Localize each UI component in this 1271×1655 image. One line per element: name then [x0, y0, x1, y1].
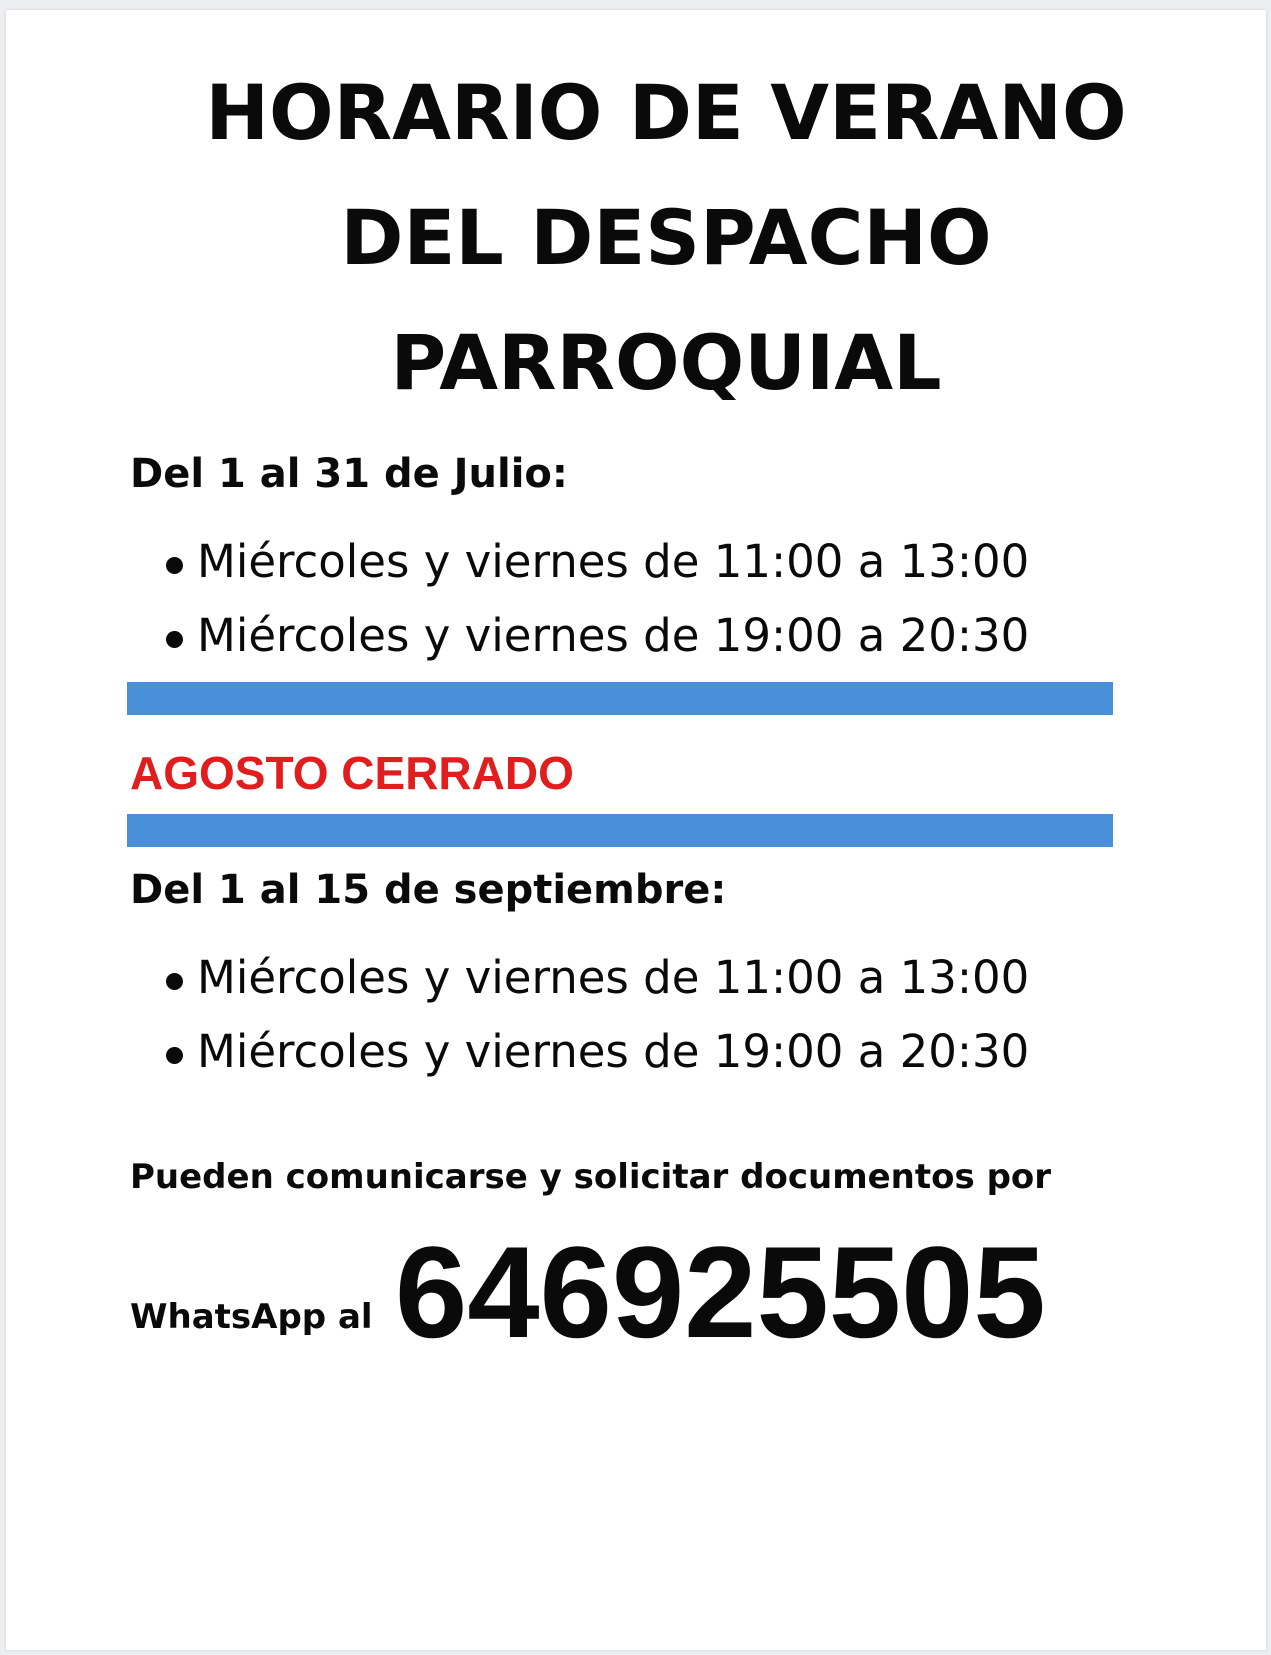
phone-number: 646925505	[395, 1219, 1046, 1365]
schedule-text: Miércoles y viernes de 19:00 a 20:30	[197, 609, 1030, 662]
divider-bottom	[127, 814, 1113, 847]
divider-top	[127, 682, 1113, 715]
title-line-2: DEL DESPACHO	[340, 193, 992, 282]
title-line-3: PARROQUIAL	[390, 318, 942, 407]
schedule-text: Miércoles y viernes de 11:00 a 13:00	[197, 951, 1030, 1004]
page-title	[6, 50, 1271, 425]
contact-text: Pueden comunicarse y solicitar documentos por	[130, 1157, 1052, 1197]
august-closed-notice: AGOSTO CERRADO	[130, 747, 574, 799]
bullet-icon	[166, 557, 183, 574]
bullet-icon	[166, 973, 183, 990]
flyer-page	[6, 10, 1266, 1650]
schedule-text: Miércoles y viernes de 19:00 a 20:30	[197, 1025, 1030, 1078]
bullet-icon	[166, 1047, 183, 1064]
whatsapp-label: WhatsApp al	[130, 1297, 373, 1337]
september-heading: Del 1 al 15 de septiembre:	[130, 867, 727, 913]
bullet-icon	[166, 631, 183, 648]
title-line-1: HORARIO DE VERANO	[205, 68, 1127, 157]
july-heading: Del 1 al 31 de Julio:	[130, 451, 568, 497]
schedule-text: Miércoles y viernes de 11:00 a 13:00	[197, 535, 1030, 588]
